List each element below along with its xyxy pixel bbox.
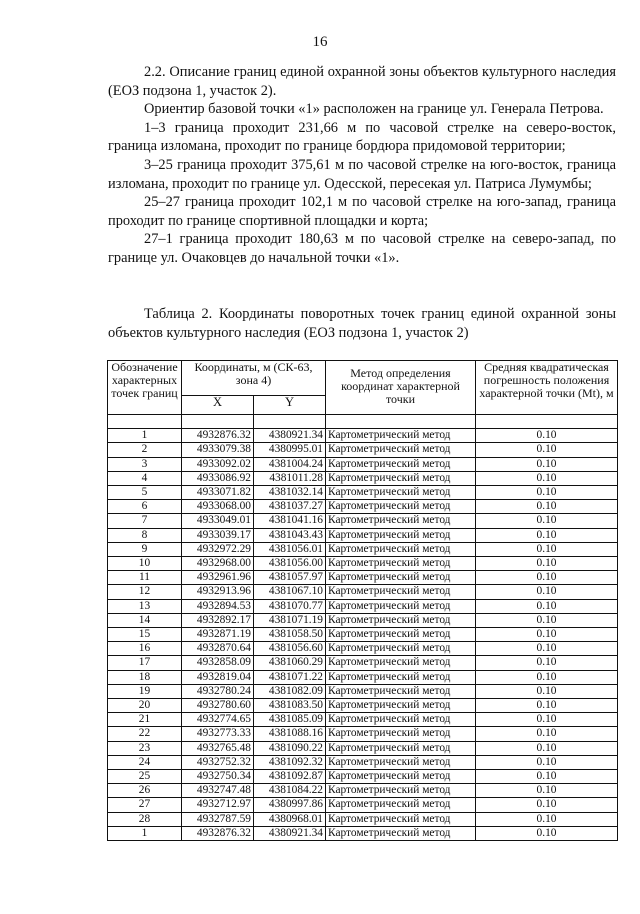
y-coordinate-cell: 4381056.01 — [254, 542, 326, 556]
method-cell: Картометрический метод — [326, 613, 476, 627]
x-coordinate-cell: 4932787.59 — [182, 812, 254, 826]
y-coordinate-cell: 4381041.16 — [254, 514, 326, 528]
paragraph: 25–27 граница проходит 102,1 м по часовой стрелке на юго-запад, граница проходит по границе спортивной площадки и корта; — [108, 194, 616, 229]
table-row — [108, 642, 618, 656]
point-number-cell: 18 — [108, 670, 182, 684]
x-coordinate-cell: 4932894.53 — [182, 599, 254, 613]
x-coordinate-cell: 4932858.09 — [182, 656, 254, 670]
method-cell: Картометрический метод — [326, 429, 476, 443]
y-coordinate-cell: 4380921.34 — [254, 826, 326, 840]
table-caption: Таблица 2. Координаты поворотных точек границ единой охранной зоны объектов культурного наследия (ЕОЗ подзона 1, участок 2) — [108, 306, 616, 341]
header-point-designation: Обозначение характерных точек границ — [108, 361, 182, 415]
point-number-cell: 28 — [108, 812, 182, 826]
point-number-cell: 9 — [108, 542, 182, 556]
method-cell: Картометрический метод — [326, 798, 476, 812]
method-cell: Картометрический метод — [326, 471, 476, 485]
error-cell: 0.10 — [476, 741, 618, 755]
method-cell: Картометрический метод — [326, 642, 476, 656]
method-cell: Картометрический метод — [326, 699, 476, 713]
point-number-cell: 20 — [108, 699, 182, 713]
y-coordinate-cell: 4381082.09 — [254, 684, 326, 698]
x-coordinate-cell: 4933092.02 — [182, 457, 254, 471]
point-number-cell: 22 — [108, 727, 182, 741]
table-row — [108, 741, 618, 755]
x-coordinate-cell: 4932765.48 — [182, 741, 254, 755]
paragraph: 3–25 граница проходит 375,61 м по часовой стрелке на юго-восток, граница изломана, проходит по границе ул. Одесской, пересекая ул. Патриса Лумумбы; — [108, 156, 616, 192]
y-coordinate-cell: 4381071.19 — [254, 613, 326, 627]
x-coordinate-cell: 4933068.00 — [182, 500, 254, 514]
paragraph: 1–3 граница проходит 231,66 м по часовой стрелке на северо-восток, граница изломана, проходит по границе бордюра придомовой территории; — [108, 119, 616, 155]
point-number-cell: 8 — [108, 528, 182, 542]
table-row — [108, 486, 618, 500]
method-cell: Картометрический метод — [326, 684, 476, 698]
point-number-cell: 25 — [108, 770, 182, 784]
x-coordinate-cell: 4933039.17 — [182, 528, 254, 542]
x-coordinate-cell: 4932750.34 — [182, 770, 254, 784]
error-cell: 0.10 — [476, 599, 618, 613]
spacer-row — [108, 415, 618, 429]
x-coordinate-cell: 4932747.48 — [182, 784, 254, 798]
error-cell: 0.10 — [476, 670, 618, 684]
table-row — [108, 628, 618, 642]
header-method: Метод определения координат характерной точки — [326, 361, 476, 415]
table-row — [108, 699, 618, 713]
point-number-cell: 11 — [108, 571, 182, 585]
table-row — [108, 784, 618, 798]
y-coordinate-cell: 4381067.10 — [254, 585, 326, 599]
x-coordinate-cell: 4932773.33 — [182, 727, 254, 741]
point-number-cell: 19 — [108, 684, 182, 698]
error-cell: 0.10 — [476, 727, 618, 741]
table-row — [108, 727, 618, 741]
error-cell: 0.10 — [476, 798, 618, 812]
error-cell: 0.10 — [476, 812, 618, 826]
error-cell: 0.10 — [476, 755, 618, 769]
point-number-cell: 17 — [108, 656, 182, 670]
method-cell: Картометрический метод — [326, 514, 476, 528]
y-coordinate-cell: 4381011.28 — [254, 471, 326, 485]
point-number-cell: 1 — [108, 826, 182, 840]
y-coordinate-cell: 4381090.22 — [254, 741, 326, 755]
x-coordinate-cell: 4933049.01 — [182, 514, 254, 528]
error-cell: 0.10 — [476, 713, 618, 727]
method-cell: Картометрический метод — [326, 528, 476, 542]
error-cell: 0.10 — [476, 613, 618, 627]
error-cell: 0.10 — [476, 500, 618, 514]
point-number-cell: 21 — [108, 713, 182, 727]
paragraph: Ориентир базовой точки «1» расположен на границе ул. Генерала Петрова. — [144, 101, 604, 118]
table-row — [108, 443, 618, 457]
coordinates-table — [107, 360, 618, 841]
error-cell: 0.10 — [476, 471, 618, 485]
point-number-cell: 26 — [108, 784, 182, 798]
x-coordinate-cell: 4932972.29 — [182, 542, 254, 556]
point-number-cell: 13 — [108, 599, 182, 613]
error-cell: 0.10 — [476, 770, 618, 784]
error-cell: 0.10 — [476, 699, 618, 713]
y-coordinate-cell: 4381056.00 — [254, 557, 326, 571]
x-coordinate-cell: 4932892.17 — [182, 613, 254, 627]
method-cell: Картометрический метод — [326, 812, 476, 826]
table-row — [108, 770, 618, 784]
error-cell: 0.10 — [476, 528, 618, 542]
error-cell: 0.10 — [476, 784, 618, 798]
x-coordinate-cell: 4932871.19 — [182, 628, 254, 642]
y-coordinate-cell: 4381043.43 — [254, 528, 326, 542]
y-coordinate-cell: 4381058.50 — [254, 628, 326, 642]
page-number: 16 — [312, 34, 328, 50]
error-cell: 0.10 — [476, 826, 618, 840]
table-body — [108, 415, 618, 841]
method-cell: Картометрический метод — [326, 585, 476, 599]
method-cell: Картометрический метод — [326, 599, 476, 613]
error-cell: 0.10 — [476, 571, 618, 585]
table-row — [108, 599, 618, 613]
header-error: Средняя квадратическая погрешность положения характерной точки (Mt), м — [476, 361, 618, 415]
method-cell: Картометрический метод — [326, 770, 476, 784]
point-number-cell: 12 — [108, 585, 182, 599]
method-cell: Картометрический метод — [326, 542, 476, 556]
point-number-cell: 1 — [108, 429, 182, 443]
table-row — [108, 755, 618, 769]
error-cell: 0.10 — [476, 656, 618, 670]
point-number-cell: 6 — [108, 500, 182, 514]
table-row — [108, 798, 618, 812]
y-coordinate-cell: 4381083.50 — [254, 699, 326, 713]
table-row — [108, 528, 618, 542]
table-row — [108, 826, 618, 840]
y-coordinate-cell: 4381057.97 — [254, 571, 326, 585]
point-number-cell: 24 — [108, 755, 182, 769]
error-cell: 0.10 — [476, 585, 618, 599]
y-coordinate-cell: 4381004.24 — [254, 457, 326, 471]
x-coordinate-cell: 4932780.24 — [182, 684, 254, 698]
y-coordinate-cell: 4380968.01 — [254, 812, 326, 826]
method-cell: Картометрический метод — [326, 656, 476, 670]
error-cell: 0.10 — [476, 642, 618, 656]
y-coordinate-cell: 4381070.77 — [254, 599, 326, 613]
table-row — [108, 557, 618, 571]
point-number-cell: 27 — [108, 798, 182, 812]
point-number-cell: 2 — [108, 443, 182, 457]
method-cell: Картометрический метод — [326, 727, 476, 741]
x-coordinate-cell: 4932780.60 — [182, 699, 254, 713]
table-row — [108, 670, 618, 684]
method-cell: Картометрический метод — [326, 826, 476, 840]
table-row — [108, 471, 618, 485]
y-coordinate-cell: 4380995.01 — [254, 443, 326, 457]
error-cell: 0.10 — [476, 457, 618, 471]
x-coordinate-cell: 4932876.32 — [182, 429, 254, 443]
x-coordinate-cell: 4933079.38 — [182, 443, 254, 457]
y-coordinate-cell: 4381056.60 — [254, 642, 326, 656]
table-row — [108, 457, 618, 471]
y-coordinate-cell: 4381060.29 — [254, 656, 326, 670]
x-coordinate-cell: 4933071.82 — [182, 486, 254, 500]
method-cell: Картометрический метод — [326, 457, 476, 471]
x-coordinate-cell: 4932870.64 — [182, 642, 254, 656]
table-row — [108, 500, 618, 514]
header-y: Y — [254, 396, 326, 415]
x-coordinate-cell: 4932968.00 — [182, 557, 254, 571]
method-cell: Картометрический метод — [326, 486, 476, 500]
method-cell: Картометрический метод — [326, 571, 476, 585]
point-number-cell: 15 — [108, 628, 182, 642]
error-cell: 0.10 — [476, 443, 618, 457]
table-row — [108, 514, 618, 528]
table-row — [108, 812, 618, 826]
y-coordinate-cell: 4381088.16 — [254, 727, 326, 741]
error-cell: 0.10 — [476, 557, 618, 571]
x-coordinate-cell: 4932876.32 — [182, 826, 254, 840]
table-row — [108, 613, 618, 627]
table-row — [108, 429, 618, 443]
paragraph: 27–1 граница проходит 180,63 м по часовой стрелке на северо-запад, по границе ул. Очаковцев до начальной точки «1». — [108, 231, 616, 266]
body-text — [108, 63, 616, 268]
y-coordinate-cell: 4381037.27 — [254, 500, 326, 514]
point-number-cell: 23 — [108, 741, 182, 755]
method-cell: Картометрический метод — [326, 741, 476, 755]
x-coordinate-cell: 4932774.65 — [182, 713, 254, 727]
y-coordinate-cell: 4381092.32 — [254, 755, 326, 769]
table-row — [108, 713, 618, 727]
x-coordinate-cell: 4932913.96 — [182, 585, 254, 599]
method-cell: Картометрический метод — [326, 755, 476, 769]
error-cell: 0.10 — [476, 684, 618, 698]
error-cell: 0.10 — [476, 429, 618, 443]
point-number-cell: 4 — [108, 471, 182, 485]
x-coordinate-cell: 4932712.97 — [182, 798, 254, 812]
method-cell: Картометрический метод — [326, 713, 476, 727]
point-number-cell: 10 — [108, 557, 182, 571]
error-cell: 0.10 — [476, 628, 618, 642]
method-cell: Картометрический метод — [326, 443, 476, 457]
y-coordinate-cell: 4380921.34 — [254, 429, 326, 443]
error-cell: 0.10 — [476, 514, 618, 528]
point-number-cell: 14 — [108, 613, 182, 627]
header-x: X — [182, 396, 254, 415]
x-coordinate-cell: 4932752.32 — [182, 755, 254, 769]
y-coordinate-cell: 4381032.14 — [254, 486, 326, 500]
table-row — [108, 684, 618, 698]
x-coordinate-cell: 4932961.96 — [182, 571, 254, 585]
section-heading: 2.2. Описание границ единой охранной зоны объектов культурного наследия (ЕОЗ подзона 1, участок 2). — [108, 64, 616, 99]
y-coordinate-cell: 4381084.22 — [254, 784, 326, 798]
table-row — [108, 585, 618, 599]
y-coordinate-cell: 4381092.87 — [254, 770, 326, 784]
x-coordinate-cell: 4933086.92 — [182, 471, 254, 485]
point-number-cell: 3 — [108, 457, 182, 471]
table-row — [108, 656, 618, 670]
error-cell: 0.10 — [476, 486, 618, 500]
point-number-cell: 5 — [108, 486, 182, 500]
method-cell: Картометрический метод — [326, 500, 476, 514]
error-cell: 0.10 — [476, 542, 618, 556]
point-number-cell: 16 — [108, 642, 182, 656]
y-coordinate-cell: 4381085.09 — [254, 713, 326, 727]
method-cell: Картометрический метод — [326, 670, 476, 684]
method-cell: Картометрический метод — [326, 557, 476, 571]
method-cell: Картометрический метод — [326, 784, 476, 798]
x-coordinate-cell: 4932819.04 — [182, 670, 254, 684]
y-coordinate-cell: 4381071.22 — [254, 670, 326, 684]
table-row — [108, 571, 618, 585]
y-coordinate-cell: 4380997.86 — [254, 798, 326, 812]
method-cell: Картометрический метод — [326, 628, 476, 642]
point-number-cell: 7 — [108, 514, 182, 528]
table-row — [108, 542, 618, 556]
header-coordinates: Координаты, м (СК-63, зона 4) — [182, 361, 326, 396]
